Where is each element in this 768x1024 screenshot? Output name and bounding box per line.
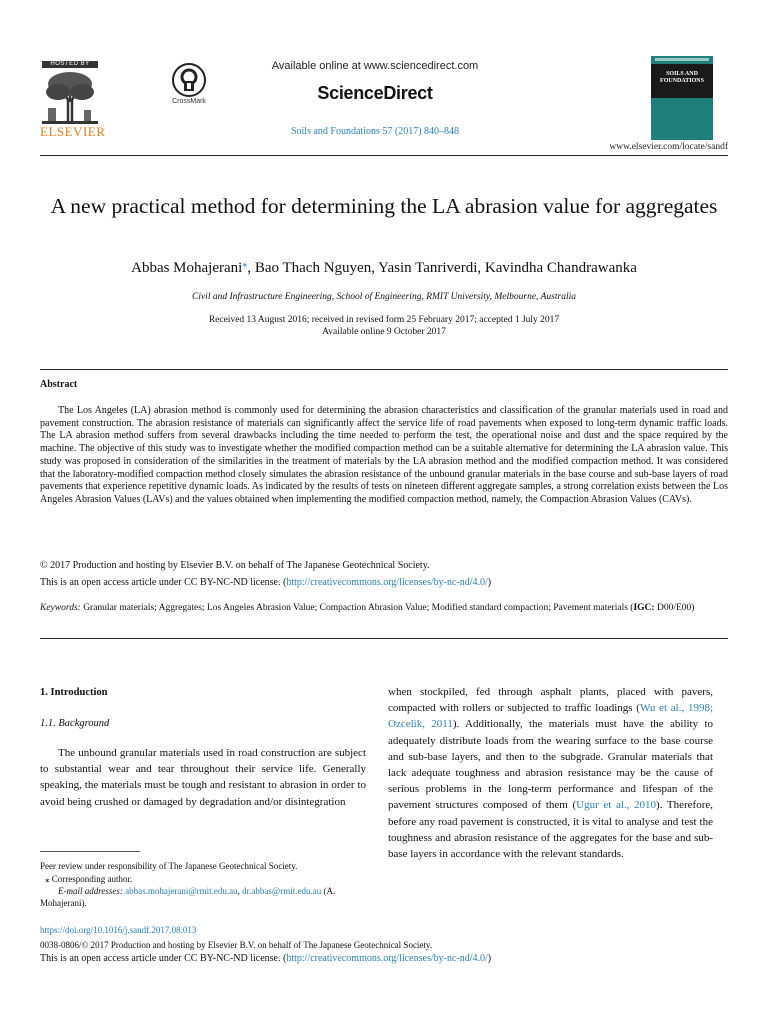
footer-license-suffix: ) <box>487 953 492 964</box>
abstract-top-divider <box>40 369 728 370</box>
license-prefix: This is an open access article under CC BY-NC-ND license. ( <box>40 577 287 588</box>
abstract-heading: Abstract <box>40 379 78 390</box>
citation-link-wu-ozcelik[interactable]: Wu et al., 1998; Ozcelik, 2011 <box>388 702 713 731</box>
journal-homepage-url[interactable]: www.elsevier.com/locate/sandf <box>609 142 728 152</box>
corresponding-author-marker[interactable]: ⁎ <box>242 259 248 270</box>
keywords-bottom-divider <box>40 638 728 639</box>
crossmark-label: CrossMark <box>172 98 206 105</box>
keywords-list: Granular materials; Aggregates; Los Angeles Abrasion Value; Compaction Abrasion Value; Modified standard compaction; Pavement materials ( <box>83 603 634 613</box>
article-title: A new practical method for determining the LA abrasion value for aggregates <box>50 194 718 218</box>
keywords-block <box>40 602 728 615</box>
footer-license-link[interactable]: http://creativecommons.org/licenses/by-nc-nd/4.0/ <box>286 953 488 964</box>
license-link[interactable]: http://creativecommons.org/licenses/by-nc-nd/4.0/ <box>286 577 488 588</box>
footer-license-notice <box>40 953 728 964</box>
igc-label: IGC: <box>633 603 655 613</box>
left-column-paragraph: The unbound granular materials used in road construction are subject to substantial wear and tear throughout their service life. Generally speaking, the materials must be tough and resistant to abrasion in order to avoid being crushed or damaged by degradation and/or disintegration <box>40 747 366 808</box>
crossmark-icon[interactable] <box>172 63 206 97</box>
available-online-date: Available online 9 October 2017 <box>322 327 446 337</box>
abstract-license-notice <box>40 577 728 588</box>
issn-copyright: 0038-0806/© 2017 Production and hosting by Elsevier B.V. on behalf of The Japanese Geotechnical Society. <box>40 940 433 950</box>
section-heading-introduction: 1. Introduction <box>40 687 108 698</box>
footnote-email: E-mail addresses: abbas.mohajerani@rmit.edu.au, dr.abbas@rmit.edu.au (A. Mohajerani). <box>40 886 336 908</box>
footnote-divider <box>40 851 140 852</box>
cover-top-stripe <box>655 58 709 61</box>
corresponding-author-name: Abbas Mohajerani <box>131 260 243 276</box>
elsevier-tree-logo-icon <box>42 70 98 124</box>
right-paragraph-part3: ). Therefore, before any road pavement is constructed, it is vital to analyse and test the toughness and abrasion resistance of the aggregates for the base and sub-base layers in accordance with the relevant standards. <box>388 799 714 861</box>
doi-link[interactable]: https://doi.org/10.1016/j.sandf.2017.08.013 <box>40 925 197 935</box>
abstract-copyright: © 2017 Production and hosting by Elsevier B.V. on behalf of The Japanese Geotechnical Society. <box>40 560 430 571</box>
footer-license-prefix: This is an open access article under CC BY-NC-ND license. ( <box>40 953 287 964</box>
footnote-peer-review: Peer review under responsibility of The Japanese Geotechnical Society. <box>40 861 298 871</box>
author-list <box>40 259 728 277</box>
available-online-text: Available online at www.sciencedirect.com <box>271 60 479 72</box>
abstract-text: The Los Angeles (LA) abrasion method is commonly used for determining the abrasion characteristics and classification of the granular materials used in road and pavement construction. The abrasion resistance of materials can significantly affect the service life of road pavements when exposed to long-term dynamic traffic loads. The LA abrasion method suffers from several drawbacks including the time needed to perform the test, the operational noise and dust and the space required by the machine. The objective of this study was to investigate whether the modified compaction method can be a suitable alternative for determining the LA abrasion value. This study was proposed in consideration of the similarities in the treatment of materials by the LA abrasion method and the modified compaction method. It was considered that the laboratory-modified compaction method closely simulates the abrasion resistance of the unbound granular materials in the base course and sub-base layers of road pavements that experience repetitive dynamic loads. As indicated by the results of tests on nineteen different aggregate samples, a strong correlation exists between the Los Angeles Abrasion Values (LAVs) and the values obtained when implementing the modified compaction method, namely, the Compaction Abrasion Values (CAVs). <box>40 405 728 505</box>
license-suffix: ) <box>487 577 492 588</box>
email-label: E-mail addresses: <box>58 886 123 896</box>
header-divider <box>40 155 728 156</box>
subsection-heading-background: 1.1. Background <box>40 718 110 729</box>
email-suffix: (A. Mohajerani). <box>40 886 336 908</box>
keywords-label: Keywords: <box>40 603 81 613</box>
right-paragraph-part1: when stockpiled, fed through asphalt plants, placed with pavers, compacted with rollers or subjected to traffic loadings ( <box>388 686 713 715</box>
right-paragraph-part2: ). Additionally, the materials must have the ability to adequately distribute loads from the wearing surface to the base course and sub-base layers, and then to the subgrade. Granular materials that lack adequate toughness and abrasion resistance may be the cause of serious problems in the long-term performance and lifespan of the pavement structures composed of them ( <box>388 718 714 812</box>
footnote-corresponding-author: ⁎ Corresponding author. <box>45 874 133 884</box>
right-column-paragraph <box>388 684 713 862</box>
sciencedirect-logo-text: ScienceDirect <box>317 83 433 103</box>
email-link-1[interactable]: abbas.mohajerani@rmit.edu.au <box>125 886 238 896</box>
igc-codes: D00/E00) <box>656 603 695 613</box>
hosted-by-label: HOSTED BY <box>42 61 98 68</box>
author-affiliation: Civil and Infrastructure Engineering, School of Engineering, RMIT University, Melbourne, Australia <box>191 292 576 302</box>
cover-title-text: SOILS AND FOUNDATIONS <box>660 71 704 84</box>
coauthor-names: , Bao Thach Nguyen, Yasin Tanriverdi, Kavindha Chandrawanka <box>247 260 637 276</box>
article-history <box>40 314 728 338</box>
journal-citation-link[interactable]: Soils and Foundations 57 (2017) 840–848 <box>290 126 460 137</box>
received-dates: Received 13 August 2016; received in revised form 25 February 2017; accepted 1 July 2017 <box>208 315 560 325</box>
email-link-2[interactable]: dr.abbas@rmit.edu.au <box>242 886 322 896</box>
citation-link-ugur[interactable]: Ugur et al., 2010 <box>576 799 657 812</box>
elsevier-logo-text: ELSEVIER <box>40 124 106 139</box>
